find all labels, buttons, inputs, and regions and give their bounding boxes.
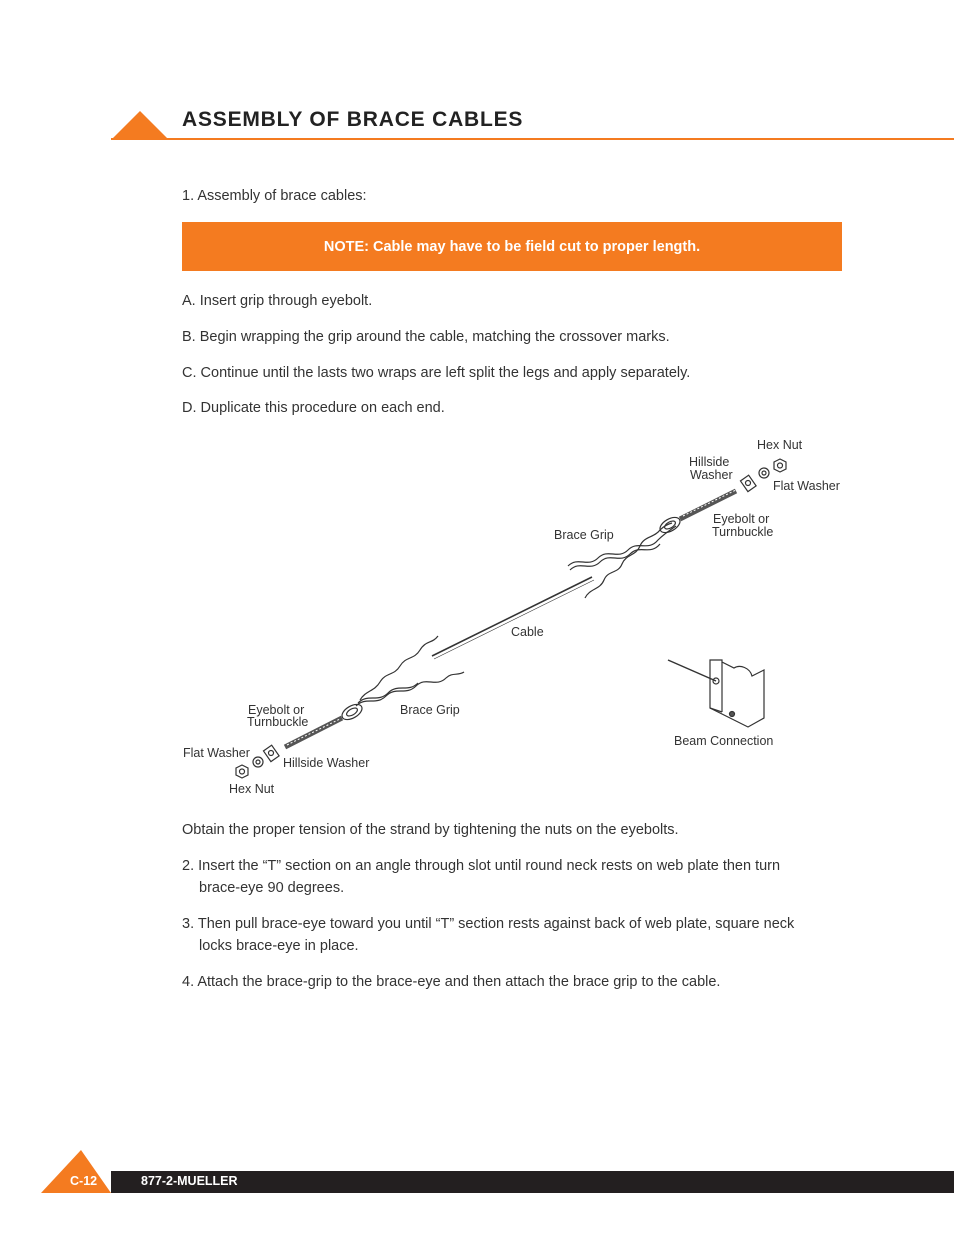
intro-text: 1. Assembly of brace cables: [182, 188, 367, 204]
label-eyebolt-top-2: Turnbuckle [712, 525, 774, 539]
header-rule [111, 138, 954, 140]
label-eyebolt-bottom-1: Eyebolt or [248, 703, 305, 717]
brace-cable-diagram [170, 430, 870, 810]
label-hex-nut-bottom: Hex Nut [229, 782, 275, 796]
label-hex-nut-top: Hex Nut [757, 438, 803, 452]
hillside-washer-top [740, 475, 756, 491]
step-b: B. Begin wrapping the grip around the cable, matching the crossover marks. [182, 329, 670, 345]
flat-washer-top [759, 468, 769, 478]
label-brace-grip-top: Brace Grip [554, 528, 614, 542]
hex-nut-top [774, 459, 786, 472]
label-brace-grip-bottom: Brace Grip [400, 703, 460, 717]
hex-nut-bottom [236, 765, 248, 778]
brace-grip-bottom [356, 636, 464, 706]
tension-text: Obtain the proper tension of the strand by tightening the nuts on the eyebolts. [182, 822, 679, 838]
label-hillside-washer-bottom: Hillside Washer [283, 756, 370, 770]
step-2-line-2: brace-eye 90 degrees. [199, 880, 345, 896]
label-hillside-washer-top-1: Hillside [689, 455, 730, 469]
step-a: A. Insert grip through eyebolt. [182, 293, 373, 309]
cable-line [432, 577, 594, 659]
note-banner [182, 222, 842, 271]
header-accent-triangle [111, 111, 169, 140]
page-title: ASSEMBLY OF BRACE CABLES [182, 108, 524, 131]
label-flat-washer-top: Flat Washer [773, 479, 840, 493]
footer-phone: 877-2-MUELLER [141, 1174, 238, 1188]
label-flat-washer-bottom: Flat Washer [183, 746, 250, 760]
page-number: C-12 [70, 1174, 98, 1188]
note-text: NOTE: Cable may have to be field cut to proper length. [323, 238, 701, 255]
flat-washer-bottom [253, 757, 263, 767]
step-3-line-1: 3. Then pull brace-eye toward you until “T” section rests against back of web plate, square neck [182, 916, 795, 932]
step-d: D. Duplicate this procedure on each end. [182, 400, 445, 416]
label-hillside-washer-top-2: Washer [690, 468, 733, 482]
step-c: C. Continue until the lasts two wraps are left split the legs and apply separately. [182, 365, 691, 381]
label-beam-connection: Beam Connection [674, 734, 774, 748]
step-4: 4. Attach the brace-grip to the brace-eye and then attach the brace grip to the cable. [182, 974, 721, 990]
beam-connection-illustration [668, 660, 764, 727]
label-eyebolt-bottom-2: Turnbuckle [247, 715, 309, 729]
step-3-line-2: locks brace-eye in place. [199, 938, 359, 954]
label-eyebolt-top-1: Eyebolt or [713, 512, 770, 526]
hillside-washer-bottom [263, 745, 279, 761]
label-cable: Cable [511, 625, 544, 639]
step-2-line-1: 2. Insert the “T” section on an angle through slot until round neck rests on web plate then turn [182, 858, 781, 874]
